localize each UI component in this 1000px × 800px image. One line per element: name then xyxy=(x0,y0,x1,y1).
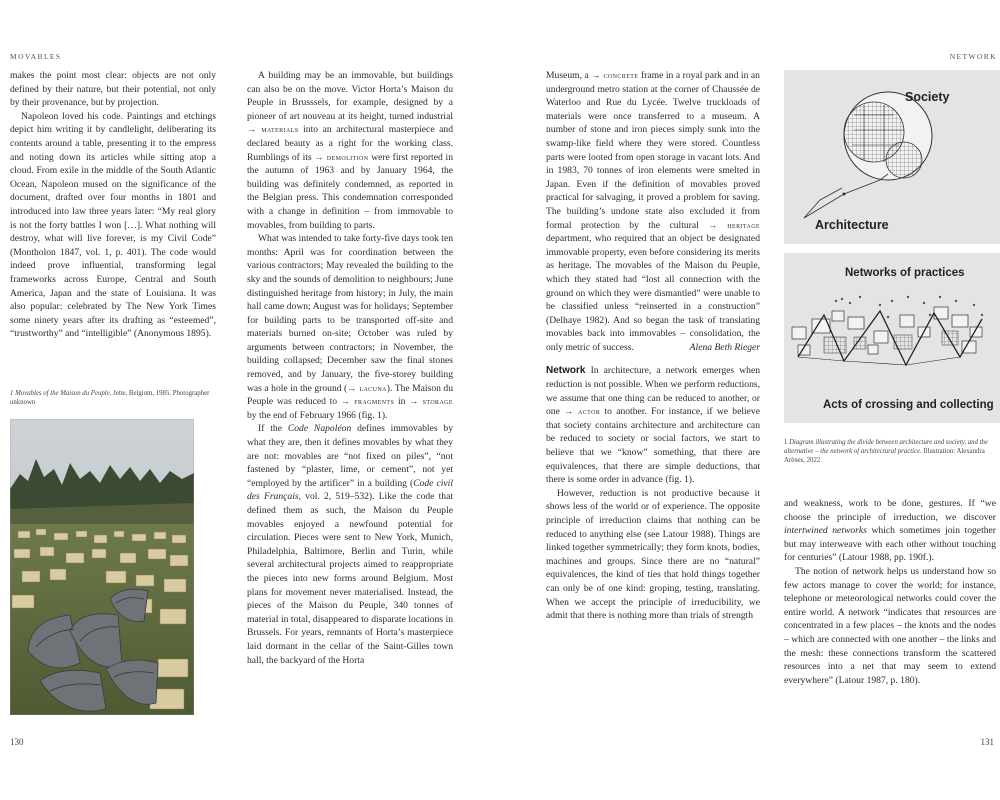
text: , vol. 2, 519–532). Like the code that defined them as such, the Maison du Peuple movables enjoyed a newfound potential for circulation. Pieces were sent to New York, Munich, Philadelphia, Baltimore, Berlin and Turin, while several architectural projects aimed to reappropriate the pieces into new forms around Belgium. Most plans for movement never materialised. Instead, the pieces of the Maison du Peuple, 340 tonnes of material in total, disappeared to disparate locations in Brussels. For years, remnants of Horta’s masterpiece laid dormant in the cellar of the Saint-Gilles town hall, the backyard of the Horta xyxy=(247,491,453,666)
text: A building may be an immovable, but buildings can also be on the move. Victor Horta’s Maison du Peuple in Brusssels, for example, designed by a pioneer of art nouveau at its height, turned industrial xyxy=(247,70,453,122)
paragraph: makes the point most clear: objects are not only defined by their nature, but their potential, not only by their provenance, but by projection. xyxy=(10,70,216,109)
paragraph xyxy=(546,364,760,486)
diagram-label-architecture: Architecture xyxy=(815,218,889,232)
cross-reference-link[interactable]: → storage xyxy=(409,396,453,407)
cross-reference-link[interactable]: → fragments xyxy=(340,396,395,407)
diagram-networks-of-practices xyxy=(784,253,1000,423)
cross-reference-link[interactable]: → concrete xyxy=(591,70,639,80)
author-signature: Alena Beth Rieger xyxy=(689,341,760,353)
paragraph xyxy=(247,232,453,422)
italic-emphasis: intertwined networks xyxy=(784,525,867,537)
text: frame in a royal park and in an underground metro station at the corner of Chaussée de Waterloo and Rue du Lycée. Twelve truckloads of materials were once transferred to a museum. A number of stone and iron pieces simply sunk into the swamp-like field where they were stored. Countless parts were looted from open storage in vacant lots. And in 1983, 70 tonnes of iron elements were smelted in Japan. Even if the definition of movables proved practical for salvaging, it proved a problem for saving. The building’s undone state also excluded it from formal protection by the cultural xyxy=(546,70,760,231)
photo-caption xyxy=(10,389,220,407)
cross-reference-link[interactable]: → lacuna xyxy=(347,382,387,393)
text: If the xyxy=(258,423,282,435)
text: to another. For instance, if we believe that society contains architecture and architecture can be reduced to society or social factors, we start to believe that we “know” something, that there are equivalences, that there are simple deductions, that there is some order in advance (fig. 1). xyxy=(546,406,760,486)
text: ). The Maison du Peuple was reduced to xyxy=(247,382,453,408)
paragraph: Napoleon loved his code. Paintings and etchings depict him writing it by candlelight, deliberating its contents around a table, presenting it to the empress and noting down its articles while sitting atop a cloud. From exile in the middle of the South Atlantic Ocean, Napoleon mused on the significance of the document, drafted over four months in 1801 and introduced into law three years later: “My real glory is not the forty battles I won […]. What nothing will destroy, what will live forever, is my Civil Code” (Montholon 1847, vol. 1, p. 401). The code would indeed prove influential, transforming legal frameworks across Europe, Central and South America, Japan and the state of Louisiana. It was also popular: celebrated by The New York Times some ninety years after its drafting as “esteemed”, “trustworthy” and “intelligible” (Anonymous 1895). xyxy=(10,110,216,340)
text: were first reported in the autumn of 1963 and by January 1964, the building was definitely condemned, as reported in the Belgian press. This condemnation corresponded with a change in definition – from immovable to movables, from building to parts. xyxy=(247,151,453,231)
photo-movables-maison-du-peuple xyxy=(10,419,194,715)
text: defines immovables by what they are, then it defines movables by what they are not: movables are “not fixed on piles”, “not fastened by “plaster, lime, or cement”, not yet “employed by the artificer” in a building ( xyxy=(247,423,454,489)
column-2 xyxy=(247,69,453,667)
caption-text: Diagram illustrating the divide between architecture and society, and the alternative – the network of architectural practice. xyxy=(784,439,988,455)
cross-reference-link[interactable]: → materials xyxy=(247,124,299,135)
caption-credit: Illustration: Alexandra Arènes, 2022 xyxy=(784,448,985,464)
italic-title: Code civil des Français xyxy=(247,477,453,503)
italic-title: Code Napoléon xyxy=(287,423,352,435)
diagram-label-acts: Acts of crossing and collecting xyxy=(823,399,994,411)
paragraph xyxy=(784,497,996,565)
column-3 xyxy=(546,69,760,623)
cross-reference-link[interactable]: → actor xyxy=(564,406,601,417)
paragraph xyxy=(247,69,453,232)
cross-reference-link[interactable]: → heritage xyxy=(708,219,760,230)
paragraph: The notion of network helps us understand how so few actors manage to cover the world; for instance, telephone or meteorological networks could cover the entire world. A network “indicates that resources are concentrated in a few places – the knots and the nodes – which are connected with one another – the links and the mesh: these connections transform the scattered resources into a net that may seem to extend everywhere” (Latour 1987, p. 180). xyxy=(784,565,996,686)
diagram-society-architecture xyxy=(784,70,1000,244)
entry-heading: Network xyxy=(546,365,586,377)
photo-caption-title: 1 Movables of the Maison du Peuple xyxy=(10,390,110,397)
column-1 xyxy=(10,69,216,341)
page-number-left: 130 xyxy=(10,737,24,747)
page-number-right: 131 xyxy=(980,737,994,747)
text: by the end of February 1966 (fig. 1). xyxy=(247,409,388,421)
column-4 xyxy=(784,497,996,687)
caption-figure-number: 1 xyxy=(784,439,790,446)
text: into an architectural masterpiece and declared beauty as a right for the working class. Rumblings of its xyxy=(247,124,454,163)
text: department, who required that an object be designated immovable property, even before considering its merits as heritage. The movables of the Maison du Peuple, which they stated had “lost all connection with the ground on which they were dismantled” were unable to be classified unless “reinserted in a construction” (Delhaye 1982). And so began the task of translating movables back into immovables – consolidation, the only metric of success. xyxy=(546,233,760,353)
diagram-label-society: Society xyxy=(905,90,950,104)
text: In architecture, a network emerges when reduction is not possible. When we perform reductions, we assume that one thing can be reduced to another, or one xyxy=(546,365,760,418)
running-head-left: MOVABLES xyxy=(10,52,62,61)
diagram-label-networks: Networks of practices xyxy=(845,267,965,279)
photo-caption-credit: , Jette, Belgium, 1985. Photographer unknown xyxy=(10,390,210,406)
cross-reference-link[interactable]: → demolition xyxy=(314,151,369,162)
paragraph xyxy=(546,69,760,354)
diagram-caption xyxy=(784,438,996,465)
paragraph xyxy=(247,422,453,667)
text: which sometimes join together but may interweave with each other without touching for centuries” (Latour 1988, pp. 190f.). xyxy=(784,525,996,564)
text: Museum, a xyxy=(546,70,589,81)
text: in xyxy=(397,396,406,408)
text: What was intended to take forty-five days took ten months: April was for coordination between the various contractors; May revealed the building to the sky and the sounds of demolition to neighbours; June distinguished heritage from history; in July, the main hall came down; August was for holidays; September for building parts to be transported off-site and materials burned on-site; October was ruled by arguments between contractors; in November, the building collapsed; December saw the final stones removed, and by January, the five-storey building was a hole in the ground ( xyxy=(247,233,453,394)
running-head-right: NETWORK xyxy=(949,52,997,61)
paragraph: However, reduction is not productive because it shows less of the world or of experience. The opposite principle of irreduction claims that nothing can be reduced to anything else (see Latour 1988). Things are linked together symmetrically; they form knots, bodies, machines and groups. Since there are no “natural” equivalences, the kind of ties that hold things together can only be of one kind: groping, testing, translating. When we accept the principle of irreducibility, we admit that there is nothing more than trials of strength xyxy=(546,487,760,622)
text: and weakness, work to be done, gestures. If “we choose the principle of irreduction, we discover xyxy=(784,498,996,523)
